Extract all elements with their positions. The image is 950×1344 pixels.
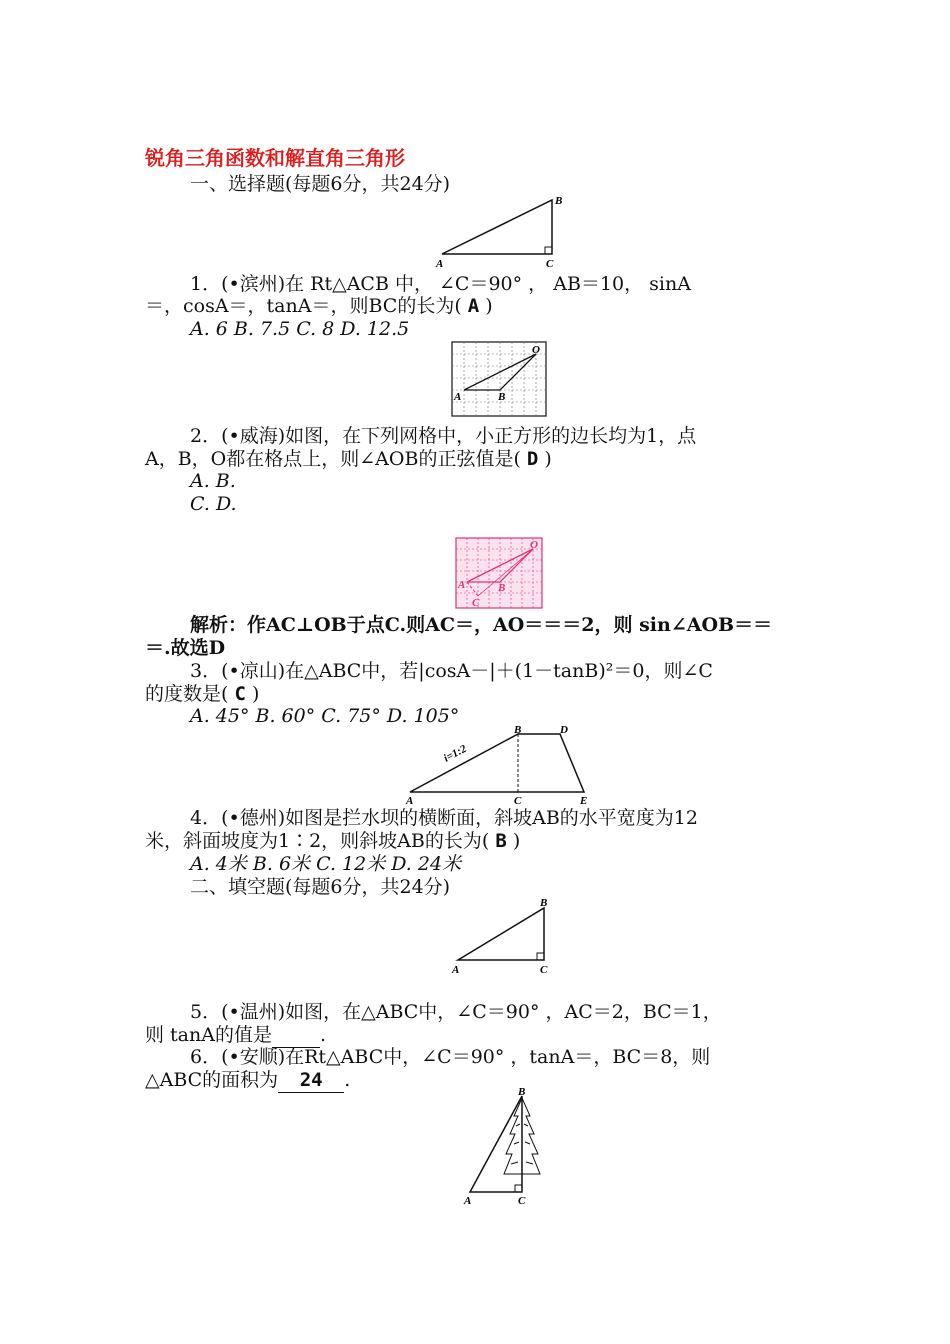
label-a: A bbox=[436, 258, 444, 270]
label-b: B bbox=[540, 897, 548, 909]
question-1-line1: 1．(•滨州)在 Rt△ACB 中， ∠C＝90° ， AB＝10， sinA bbox=[190, 273, 691, 295]
question-2-line2: A，B，O都在格点上，则∠AOB的正弦值是( D ) bbox=[145, 448, 552, 470]
question-2-options-2: C. D. bbox=[190, 493, 237, 515]
answer-q2: D bbox=[526, 448, 539, 470]
answer-q1: A bbox=[467, 295, 480, 317]
answer-q4: B bbox=[495, 830, 507, 852]
label-b: B bbox=[498, 582, 506, 594]
figure-triangle-q1 bbox=[430, 192, 570, 272]
label-o: O bbox=[532, 344, 540, 356]
question-4-options: A. 4米 B. 6米 C. 12米 D. 24米 bbox=[190, 853, 462, 875]
figure-analysis-grid bbox=[454, 536, 546, 612]
question-6-line1: 6．(•安顺)在Rt△ABC中，∠C＝90° ，tanA＝，BC＝8，则 bbox=[190, 1046, 711, 1068]
label-d: D bbox=[560, 724, 568, 736]
label-e: E bbox=[580, 795, 588, 806]
label-b: B bbox=[498, 391, 506, 403]
question-1-line2: ＝，cosA＝，tanA＝，则BC的长为( A ) bbox=[145, 295, 493, 317]
label-b: B bbox=[514, 724, 522, 736]
figure-dam-cross-section bbox=[396, 724, 596, 806]
label-b: B bbox=[518, 1086, 526, 1098]
label-a: A bbox=[452, 964, 460, 976]
question-2-line1: 2．(•威海)如图，在下列网格中，小正方形的边长均为1，点 bbox=[190, 425, 697, 447]
figure-triangle-q5 bbox=[446, 894, 556, 980]
question-5-line2: 则 tanA的值是 . bbox=[145, 1024, 327, 1046]
question-3-line1: 3．(•凉山)在△ABC中，若|cosA－|＋(1－tanB)²＝0，则∠C bbox=[190, 660, 713, 682]
label-o: O bbox=[530, 539, 538, 551]
section-heading-choice: 一、选择题(每题6分，共24分) bbox=[190, 173, 451, 195]
label-b: B bbox=[555, 195, 563, 207]
label-c: C bbox=[546, 258, 554, 270]
figure-tree-triangle bbox=[458, 1086, 548, 1208]
label-a: A bbox=[464, 1195, 472, 1207]
label-c: C bbox=[472, 597, 480, 609]
analysis-line1: 解析：作AC⊥OB于点C.则AC＝，AO＝＝＝2，则 sin∠AOB＝＝ bbox=[190, 614, 773, 636]
label-a: A bbox=[458, 579, 466, 591]
question-3-line2: 的度数是( C ) bbox=[145, 683, 260, 705]
question-4-line1: 4．(•德州)如图是拦水坝的横断面，斜坡AB的水平宽度为12 bbox=[190, 807, 698, 829]
question-6-line2: △ABC的面积为 24 . bbox=[145, 1069, 351, 1091]
question-5-line1: 5．(•温州)如图，在△ABC中，∠C＝90° ，AC＝2，BC＝1， bbox=[190, 1001, 722, 1023]
question-1-options: A. 6 B. 7.5 C. 8 D. 12.5 bbox=[190, 318, 410, 340]
page-title: 锐角三角函数和解直角三角形 bbox=[145, 146, 405, 170]
section-heading-fill: 二、填空题(每题6分，共24分) bbox=[190, 876, 451, 898]
label-c: C bbox=[518, 1195, 526, 1207]
question-3-options: A. 45° B. 60° C. 75° D. 105° bbox=[190, 705, 460, 727]
label-a: A bbox=[454, 391, 462, 403]
analysis-line2: ＝.故选D bbox=[145, 637, 226, 659]
answer-q6: 24 bbox=[278, 1068, 344, 1093]
figure-grid-q2 bbox=[450, 340, 550, 420]
question-2-options-1: A. B. bbox=[190, 470, 236, 492]
label-a: A bbox=[406, 795, 414, 806]
slope-label: i=1:2 bbox=[441, 742, 469, 765]
label-c: C bbox=[540, 964, 548, 976]
label-c: C bbox=[514, 795, 522, 806]
answer-q3: C bbox=[234, 683, 246, 705]
question-4-line2: 米，斜面坡度为1∶2，则斜坡AB的长为( B ) bbox=[145, 830, 521, 852]
